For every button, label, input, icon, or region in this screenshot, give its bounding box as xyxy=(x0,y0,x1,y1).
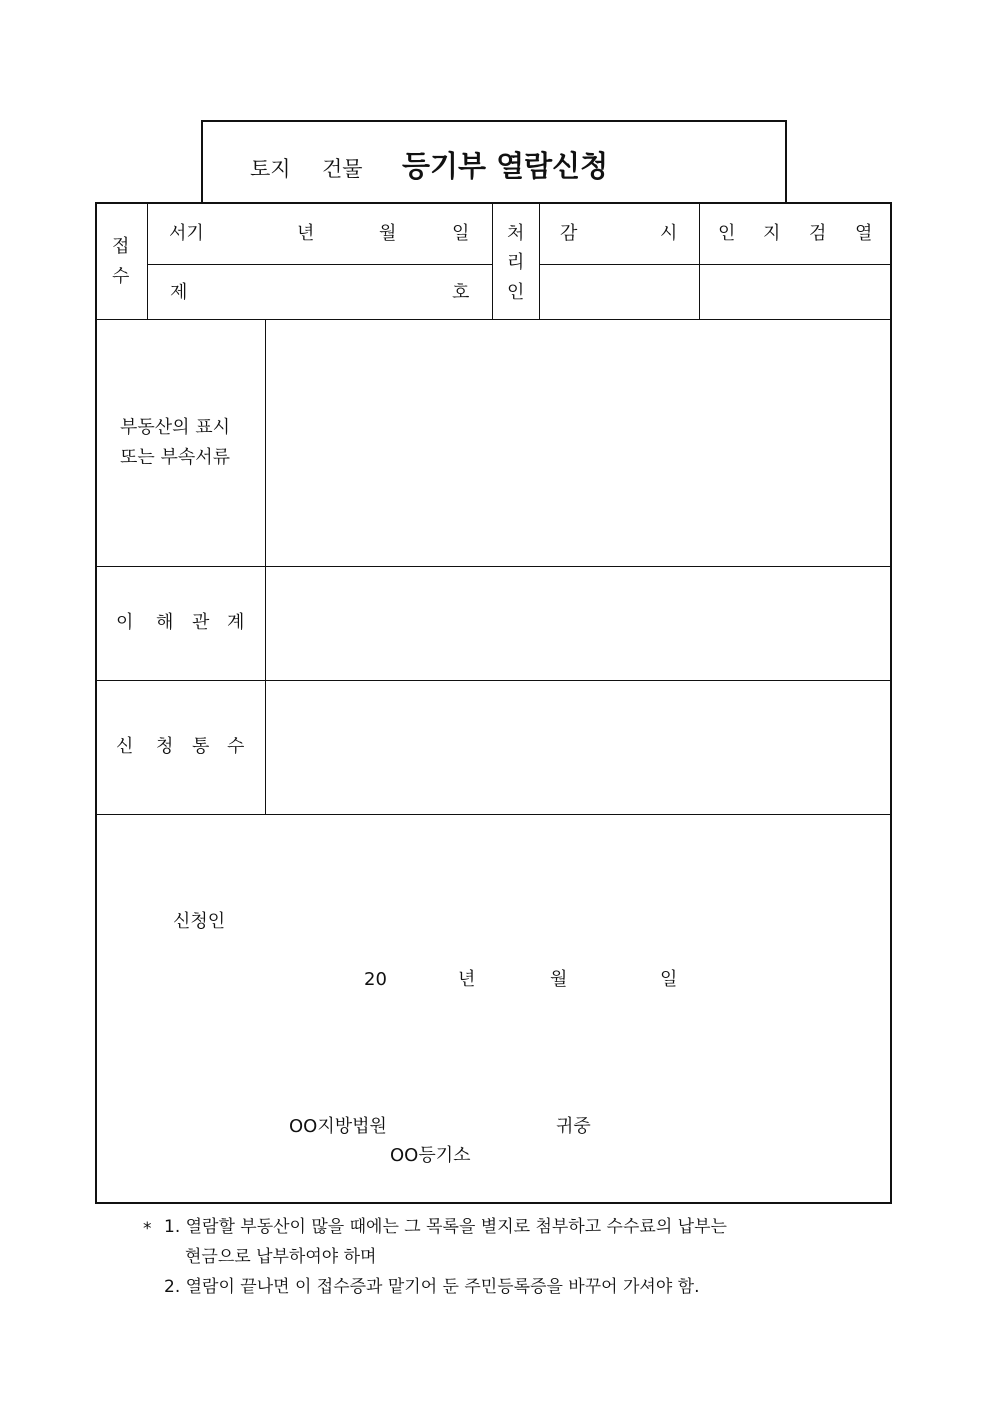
supervision-label-2: 시 xyxy=(660,223,678,244)
note-2: 2. 열람이 끝나면 이 접수증과 맡기어 둔 주민등록증을 바꾸어 가셔야 함. xyxy=(164,1277,700,1297)
registry-name: OO등기소 xyxy=(390,1145,471,1166)
divider xyxy=(699,203,700,319)
divider xyxy=(96,814,891,815)
receipt-label-1: 접 xyxy=(112,236,130,257)
applicant-year-prefix: 20 xyxy=(364,969,387,990)
copies-input-area[interactable] xyxy=(266,681,890,814)
divider xyxy=(147,264,492,265)
divider xyxy=(539,203,540,319)
property-input-area[interactable] xyxy=(266,320,890,566)
page-title: 등기부 열람신청 xyxy=(402,149,609,183)
receipt-month: 월 xyxy=(379,223,397,244)
divider xyxy=(539,264,891,265)
handler-label-2: 리 xyxy=(507,252,525,273)
applicant-day: 일 xyxy=(660,969,678,990)
interest-c2: 해 xyxy=(156,612,174,633)
property-label-line2: 또는 부속서류 xyxy=(120,447,231,468)
stamp-check-4: 열 xyxy=(855,223,873,244)
stamp-check-1: 인 xyxy=(718,223,736,244)
note-1-line2: 현금으로 납부하여야 하며 xyxy=(185,1247,377,1267)
copies-c2: 청 xyxy=(156,736,174,757)
copies-c1: 신 xyxy=(116,736,134,757)
stamp-check-3: 검 xyxy=(809,223,827,244)
court-name: OO지방법원 xyxy=(289,1116,387,1137)
receipt-no-suffix: 호 xyxy=(452,282,470,303)
applicant-month: 월 xyxy=(550,969,568,990)
interest-c1: 이 xyxy=(116,612,134,633)
stamp-check-2: 지 xyxy=(763,223,781,244)
note-asterisk: * xyxy=(143,1219,152,1239)
divider xyxy=(492,203,493,319)
interest-c4: 계 xyxy=(227,612,245,633)
copies-c3: 통 xyxy=(192,736,210,757)
handler-label-1: 처 xyxy=(507,223,525,244)
title-building: 건물 xyxy=(322,157,363,181)
title-land: 토지 xyxy=(250,157,291,181)
receipt-label-2: 수 xyxy=(112,266,130,287)
interest-c3: 관 xyxy=(192,612,210,633)
receipt-no-prefix: 제 xyxy=(170,282,188,303)
supervision-label-1: 감 xyxy=(560,223,578,244)
applicant-label: 신청인 xyxy=(173,911,226,932)
receipt-year: 년 xyxy=(297,223,315,244)
receipt-date-prefix: 서기 xyxy=(169,223,204,244)
handler-label-3: 인 xyxy=(507,282,525,303)
applicant-year: 년 xyxy=(458,969,476,990)
divider xyxy=(147,203,148,319)
honorific: 귀중 xyxy=(556,1116,591,1137)
copies-c4: 수 xyxy=(227,736,245,757)
receipt-day: 일 xyxy=(452,223,470,244)
interest-input-area[interactable] xyxy=(266,567,890,680)
property-label-line1: 부동산의 표시 xyxy=(120,417,231,438)
note-1-line1: 1. 열람할 부동산이 많을 때에는 그 목록을 별지로 첨부하고 수수료의 납부는 xyxy=(164,1217,727,1237)
